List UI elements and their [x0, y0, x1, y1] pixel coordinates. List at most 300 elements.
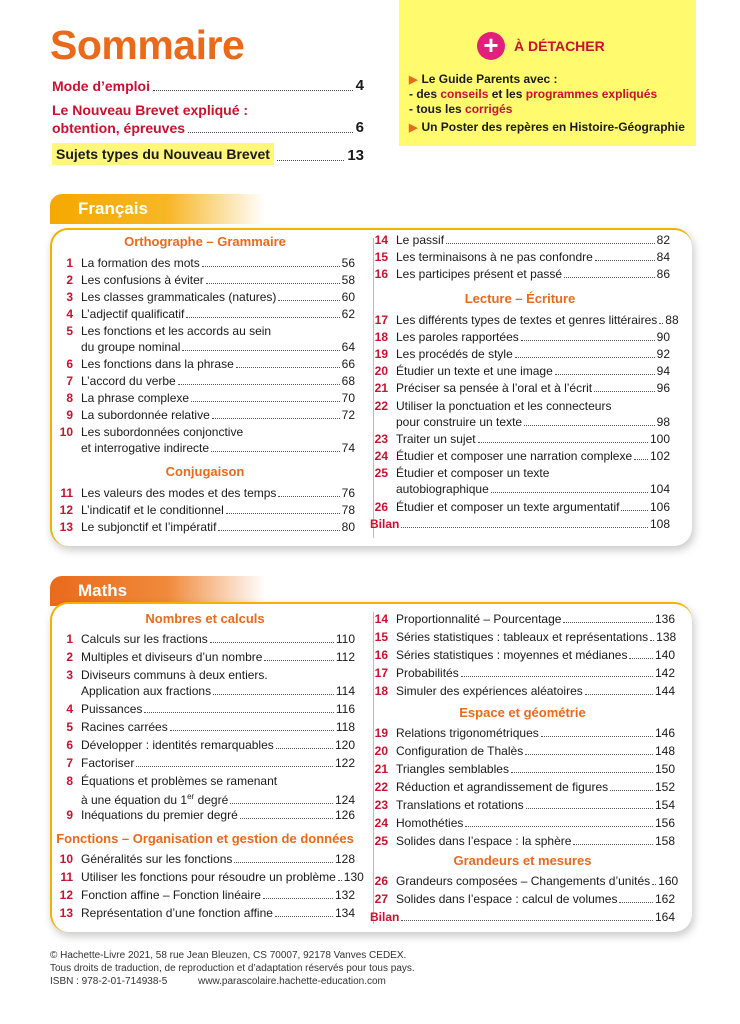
toc-title: du groupe nominal	[81, 340, 181, 354]
toc-number: 10	[59, 425, 73, 439]
toc-number: 3	[66, 668, 73, 682]
detach-text: Le Guide Parents avec :	[421, 72, 558, 86]
toc-entry	[370, 725, 675, 741]
toc-body	[396, 743, 675, 759]
toc-page: 110	[335, 632, 355, 646]
dot-leader	[478, 442, 648, 443]
dot-leader	[213, 694, 334, 695]
toc-page: 102	[649, 449, 670, 463]
intro-label: Le Nouveau Brevet expliqué :	[52, 102, 249, 118]
dot-leader	[659, 323, 663, 324]
toc-body	[81, 373, 355, 389]
toc-number: 1	[66, 632, 73, 646]
dot-leader	[153, 90, 353, 91]
toc-entry	[55, 755, 355, 771]
toc-body	[396, 380, 670, 396]
toc-body	[396, 647, 675, 663]
toc-title: Les fonctions et les accords au sein	[81, 324, 272, 338]
toc-entry	[55, 807, 355, 823]
toc-body	[81, 306, 355, 322]
toc-page: 138	[656, 630, 677, 644]
intro-label: obtention, épreuves	[52, 120, 186, 136]
toc-entry	[370, 891, 675, 907]
toc-entry	[370, 647, 675, 663]
toc-body	[396, 629, 676, 645]
toc-title: Étudier et composer un texte argumentatif	[396, 500, 620, 514]
toc-entry	[370, 232, 670, 248]
dot-leader	[521, 340, 655, 341]
dot-leader	[277, 160, 344, 161]
toc-number: 20	[374, 364, 388, 378]
dot-leader	[461, 676, 653, 677]
toc-body	[81, 737, 355, 753]
toc-page: 132	[334, 888, 355, 902]
toc-page: 80	[341, 520, 355, 534]
toc-entry	[370, 779, 675, 795]
toc-line	[81, 339, 355, 355]
toc-page: 154	[654, 798, 675, 812]
toc-line	[81, 789, 355, 808]
dot-leader	[465, 826, 653, 827]
toc-page: 134	[334, 906, 355, 920]
toc-page: 156	[654, 816, 675, 830]
toc-page: 90	[656, 330, 670, 344]
toc-page: 130	[343, 870, 364, 884]
toc-body	[81, 869, 364, 885]
dot-leader	[541, 736, 653, 737]
toc-page: 96	[656, 381, 670, 395]
toc-entry	[55, 773, 355, 808]
toc-entry	[370, 380, 670, 396]
toc-title: Représentation d’une fonction affine	[81, 906, 273, 920]
dot-leader	[234, 862, 333, 863]
dot-leader	[610, 790, 653, 791]
intro-label: Mode d’emploi	[52, 78, 150, 94]
toc-line	[396, 414, 670, 430]
toc-page: 136	[654, 612, 675, 626]
detach-text: - tous les	[409, 102, 466, 116]
toc-body	[396, 329, 670, 345]
dot-leader	[564, 277, 655, 278]
toc-title: Calculs sur les fractions	[81, 632, 208, 646]
dot-leader	[240, 818, 333, 819]
dot-leader	[619, 902, 653, 903]
section-heading: Fonctions – Organisation et gestion de données	[56, 831, 354, 846]
toc-title: Fonction affine – Fonction linéaire	[81, 888, 261, 902]
toc-entry	[370, 815, 675, 831]
toc-entry	[55, 323, 355, 355]
toc-title: Factoriser	[81, 756, 135, 770]
toc-entry	[370, 249, 670, 265]
toc-page: 106	[649, 500, 670, 514]
toc-entry	[370, 312, 679, 328]
toc-title: Le subjonctif et l’impératif	[81, 520, 217, 534]
toc-title: Grandeurs composées – Changements d’unités	[396, 874, 651, 888]
toc-page: 112	[335, 650, 355, 664]
toc-page: 116	[335, 702, 355, 716]
toc-number: 7	[66, 374, 73, 388]
toc-body	[81, 356, 355, 372]
intro-page: 13	[347, 147, 364, 164]
toc-entry	[55, 701, 355, 717]
detach-box	[399, 0, 696, 146]
dot-leader	[278, 300, 339, 301]
toc-page: 164	[654, 910, 675, 924]
toc-number: 16	[374, 267, 388, 281]
toc-body	[81, 407, 355, 423]
section-heading: Grandeurs et mesures	[453, 853, 592, 868]
toc-number: 19	[374, 347, 388, 361]
toc-entry	[55, 407, 355, 423]
toc-body	[81, 255, 355, 271]
toc-title: Puissances	[81, 702, 143, 716]
toc-title: Probabilités	[396, 666, 459, 680]
toc-entry	[55, 631, 355, 647]
dot-leader	[338, 880, 342, 881]
toc-page: 122	[334, 756, 355, 770]
toc-number: 21	[374, 381, 388, 395]
toc-line	[81, 667, 355, 683]
toc-page: 104	[649, 482, 670, 496]
toc-entry	[370, 363, 670, 379]
toc-number: 25	[374, 466, 388, 480]
dot-leader	[511, 772, 653, 773]
toc-page: 86	[656, 267, 670, 281]
toc-entry	[370, 448, 670, 464]
toc-number: 11	[60, 486, 73, 500]
toc-body	[81, 519, 355, 535]
toc-page: 62	[341, 307, 355, 321]
footer-url: www.parascolaire.hachette-education.com	[198, 976, 386, 987]
toc-title: Proportionnalité – Pourcentage	[396, 612, 562, 626]
dot-leader	[211, 451, 340, 452]
toc-entry	[55, 272, 355, 288]
toc-entry	[370, 499, 670, 515]
section-heading: Conjugaison	[165, 464, 245, 479]
toc-page: 120	[334, 738, 355, 752]
toc-entry	[55, 289, 355, 305]
toc-number: 26	[374, 874, 388, 888]
dot-leader	[144, 712, 333, 713]
toc-title: Solides dans l’espace : la sphère	[396, 834, 572, 848]
toc-line	[81, 424, 355, 440]
dot-leader	[446, 243, 655, 244]
toc-number: 9	[66, 408, 73, 422]
toc-title: Inéquations du premier degré	[81, 808, 238, 822]
toc-title: Racines carrées	[81, 720, 168, 734]
toc-entry	[370, 465, 670, 497]
detach-line	[409, 102, 512, 116]
toc-page: 78	[341, 503, 355, 517]
toc-page: 118	[335, 720, 355, 734]
toc-number: 17	[374, 666, 388, 680]
toc-number: 6	[66, 357, 73, 371]
toc-body	[81, 289, 355, 305]
toc-number: 5	[66, 324, 73, 338]
toc-page: 140	[654, 648, 675, 662]
detach-line	[409, 72, 558, 86]
toc-entry	[370, 833, 675, 849]
detach-line	[409, 87, 657, 101]
toc-body	[81, 649, 355, 665]
toc-number: 1	[66, 256, 73, 270]
arrow-right-icon: ▶	[409, 74, 418, 86]
dot-leader	[629, 658, 653, 659]
toc-number: 11	[60, 870, 73, 884]
toc-entry	[370, 611, 675, 627]
toc-number: 16	[374, 648, 388, 662]
toc-entry	[370, 266, 670, 282]
toc-entry	[55, 649, 355, 665]
toc-number: 2	[66, 273, 73, 287]
dot-leader	[652, 884, 656, 885]
dot-leader	[525, 754, 653, 755]
toc-title: et interrogative indirecte	[81, 441, 210, 455]
toc-number: 18	[374, 684, 388, 698]
detach-text: et les	[488, 87, 526, 101]
toc-number: 19	[374, 726, 388, 740]
toc-title-part: à une équation du 1	[81, 793, 188, 807]
toc-entry	[55, 667, 355, 699]
intro-entry-sujets-types	[52, 143, 364, 165]
toc-body	[81, 424, 355, 456]
toc-page: 64	[341, 340, 355, 354]
toc-page: 162	[654, 892, 675, 906]
toc-title: Relations trigonométriques	[396, 726, 539, 740]
toc-body	[396, 363, 670, 379]
toc-page: 76	[341, 486, 355, 500]
toc-line	[81, 773, 355, 789]
toc-page: 98	[656, 415, 670, 429]
intro-page: 6	[355, 119, 364, 136]
dot-leader	[515, 357, 655, 358]
toc-title: Utiliser la ponctuation et les connecteurs	[396, 399, 612, 413]
toc-page: 84	[656, 250, 670, 264]
toc-page: 160	[658, 874, 679, 888]
toc-number: 21	[374, 762, 388, 776]
detach-line	[409, 120, 685, 134]
toc-number: 24	[374, 449, 388, 463]
toc-body	[396, 499, 670, 515]
toc-page: 108	[649, 517, 670, 531]
toc-number: 14	[374, 612, 388, 626]
toc-title: Étudier et composer un texte	[396, 466, 550, 480]
dot-leader	[188, 132, 353, 133]
toc-title: Les procédés de style	[396, 347, 513, 361]
toc-number: 4	[66, 702, 73, 716]
toc-number: 7	[66, 756, 73, 770]
toc-title: Les fonctions dans la phrase	[81, 357, 234, 371]
toc-body	[396, 665, 675, 681]
toc-number: 10	[59, 852, 73, 866]
toc-number: 2	[66, 650, 73, 664]
toc-body	[81, 851, 355, 867]
toc-number: 6	[66, 738, 73, 752]
dot-leader	[595, 260, 655, 261]
toc-page: 158	[654, 834, 675, 848]
toc-title: Le passif	[396, 233, 445, 247]
toc-title: Réduction et agrandissement de figures	[396, 780, 609, 794]
dot-leader	[563, 622, 653, 623]
toc-title: Bilan	[370, 910, 400, 924]
toc-number: 8	[66, 774, 73, 788]
toc-body	[396, 465, 670, 497]
toc-page: 92	[656, 347, 670, 361]
dot-leader	[178, 384, 340, 385]
toc-title: Les différents types de textes et genres littéraires	[396, 313, 658, 327]
toc-title-part: degré	[194, 793, 229, 807]
toc-number: 8	[66, 391, 73, 405]
toc-page: 114	[335, 684, 355, 698]
toc-entry	[55, 519, 355, 535]
toc-page: 144	[654, 684, 675, 698]
toc-number: 4	[66, 307, 73, 321]
toc-number: 22	[374, 780, 388, 794]
footer-copyright: © Hachette-Livre 2021, 58 rue Jean Bleuzen, CS 70007, 92178 Vanves CEDEX.	[50, 950, 407, 961]
footer-isbn: ISBN : 978-2-01-714938-5	[50, 976, 168, 987]
dot-leader	[230, 803, 333, 804]
toc-title: Développer : identités remarquables	[81, 738, 274, 752]
toc-body	[396, 873, 678, 889]
toc-number: 3	[66, 290, 73, 304]
dot-leader	[621, 510, 648, 511]
dot-leader	[206, 283, 340, 284]
toc-body	[396, 891, 675, 907]
dot-leader	[573, 844, 653, 845]
toc-entry	[370, 431, 670, 447]
detach-text: Un Poster des repères en Histoire-Géographie	[421, 120, 685, 134]
toc-body	[396, 232, 670, 248]
toc-entry	[55, 737, 355, 753]
toc-number: 5	[66, 720, 73, 734]
toc-page: 124	[334, 793, 355, 807]
toc-entry	[370, 909, 675, 925]
toc-body	[81, 323, 355, 355]
toc-body	[81, 502, 355, 518]
toc-entry	[55, 502, 355, 518]
toc-title: Étudier et composer une narration complexe	[396, 449, 633, 463]
intro-page: 4	[355, 77, 364, 94]
toc-line	[81, 683, 355, 699]
toc-body	[396, 249, 670, 265]
toc-number: 13	[59, 520, 73, 534]
toc-page: 100	[649, 432, 670, 446]
toc-line	[81, 440, 355, 456]
toc-body	[396, 779, 675, 795]
toc-title: Homothéties	[396, 816, 464, 830]
toc-title: Traiter un sujet	[396, 432, 476, 446]
toc-body	[396, 761, 675, 777]
toc-entry	[370, 797, 675, 813]
page-title: Sommaire	[50, 22, 245, 68]
detach-text: conseils	[440, 87, 489, 101]
section-heading: Orthographe – Grammaire	[124, 234, 286, 249]
toc-body	[396, 797, 675, 813]
toc-title: Les subordonnées conjonctive	[81, 425, 244, 439]
toc-body	[370, 909, 675, 925]
toc-body	[81, 905, 355, 921]
dot-leader	[524, 425, 655, 426]
toc-number: 23	[374, 432, 388, 446]
toc-body	[81, 701, 355, 717]
toc-page: 60	[341, 290, 355, 304]
toc-entry	[370, 346, 670, 362]
toc-title: Bilan	[370, 517, 400, 531]
dot-leader	[585, 694, 653, 695]
toc-title: L’indicatif et le conditionnel	[81, 503, 224, 517]
toc-line	[81, 323, 355, 339]
toc-number: 20	[374, 744, 388, 758]
toc-entry	[55, 390, 355, 406]
toc-body	[396, 725, 675, 741]
dot-leader	[555, 374, 655, 375]
toc-title: L’accord du verbe	[81, 374, 176, 388]
toc-page: 126	[334, 808, 355, 822]
toc-number: 27	[374, 892, 388, 906]
toc-entry	[370, 398, 670, 430]
toc-page: 148	[654, 744, 675, 758]
dot-leader	[276, 748, 333, 749]
dot-leader	[136, 766, 333, 767]
toc-title: Les confusions à éviter	[81, 273, 204, 287]
toc-title: Solides dans l’espace : calcul de volumes	[396, 892, 618, 906]
toc-title: Étudier un texte et une image	[396, 364, 553, 378]
toc-number: 12	[59, 888, 73, 902]
toc-body	[81, 272, 355, 288]
toc-number: 18	[374, 330, 388, 344]
toc-entry	[55, 719, 355, 735]
toc-entry	[55, 869, 364, 885]
dot-leader	[186, 317, 339, 318]
toc-entry	[370, 743, 675, 759]
toc-number: 17	[374, 313, 388, 327]
toc-title: Séries statistiques : tableaux et représentations	[396, 630, 649, 644]
toc-entry	[370, 665, 675, 681]
toc-number: 26	[374, 500, 388, 514]
toc-body	[81, 719, 355, 735]
dot-leader	[526, 808, 653, 809]
dot-leader	[275, 916, 333, 917]
toc-entry	[55, 851, 355, 867]
toc-page: 72	[341, 408, 355, 422]
toc-entry	[55, 373, 355, 389]
tab-francais: Français	[50, 194, 265, 224]
section-heading: Lecture – Écriture	[464, 291, 576, 306]
toc-entry	[55, 255, 355, 271]
dot-leader	[401, 527, 648, 528]
toc-title	[81, 789, 228, 808]
toc-body	[81, 755, 355, 771]
dot-leader	[278, 496, 339, 497]
toc-number: 13	[59, 906, 73, 920]
dot-leader	[210, 642, 334, 643]
arrow-right-icon: ▶	[409, 122, 418, 134]
toc-title: Configuration de Thalès	[396, 744, 524, 758]
toc-entry	[370, 873, 679, 889]
toc-body	[81, 773, 355, 808]
toc-entry	[370, 516, 670, 532]
toc-page: 152	[654, 780, 675, 794]
toc-entry	[370, 683, 675, 699]
toc-page: 58	[341, 273, 355, 287]
detach-text: corrigés	[465, 102, 513, 116]
dot-leader	[202, 266, 340, 267]
toc-entry	[55, 887, 355, 903]
toc-body	[81, 807, 355, 823]
toc-number: 12	[59, 503, 73, 517]
toc-title: Diviseurs communs à deux entiers.	[81, 668, 268, 682]
toc-page: 128	[334, 852, 355, 866]
